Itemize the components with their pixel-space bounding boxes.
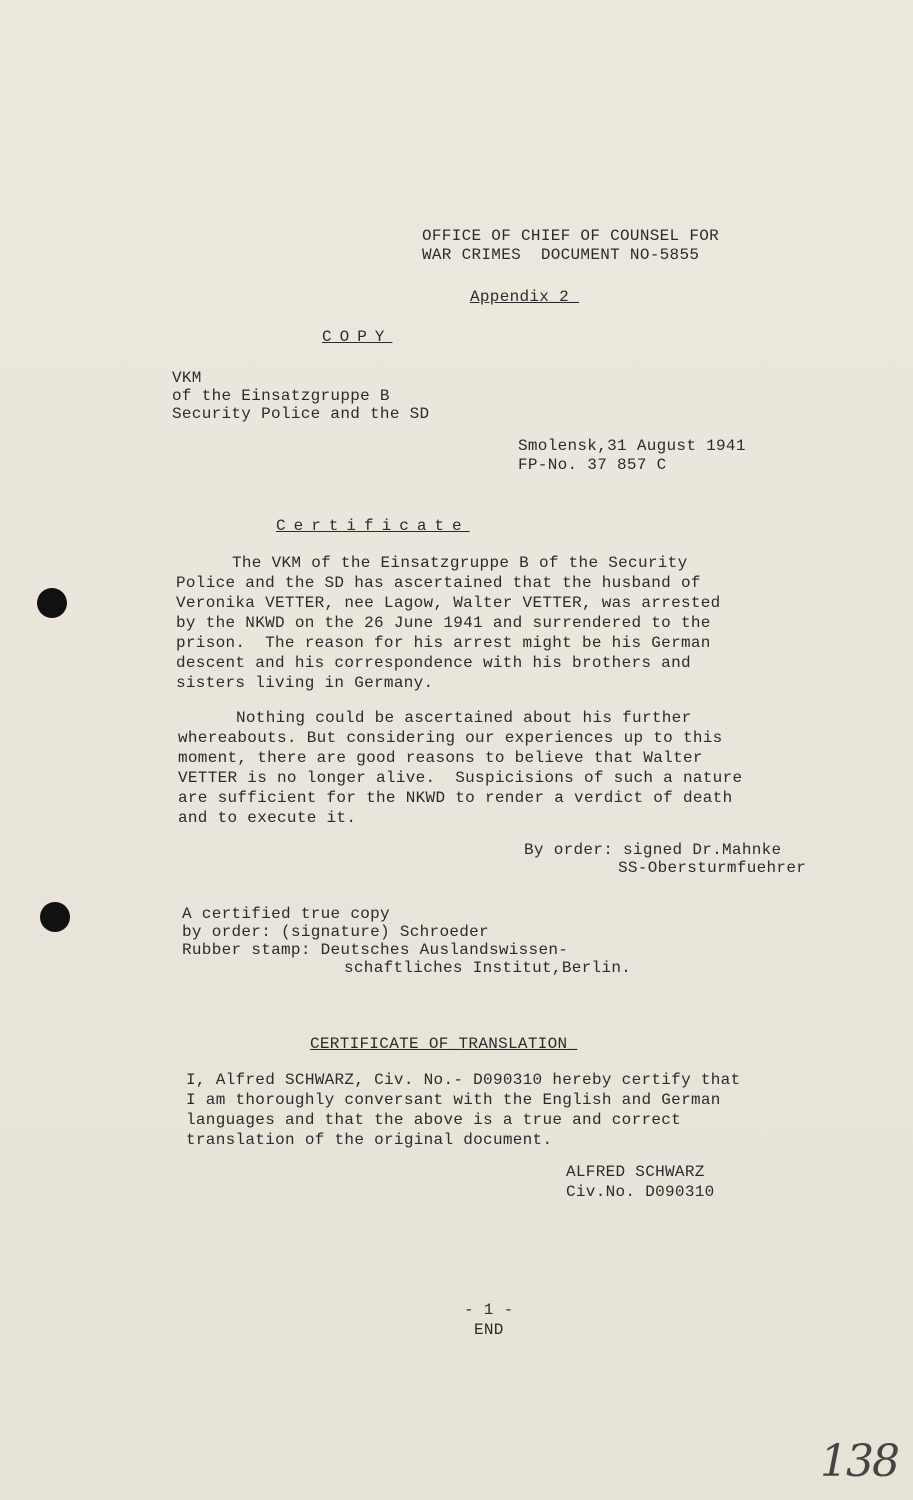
sender-line-3: Security Police and the SD: [172, 405, 430, 423]
page-number: - 1 -: [464, 1301, 514, 1319]
copy-label: COPY: [322, 328, 393, 346]
end-label: END: [474, 1321, 504, 1339]
translation-line-2: I am thoroughly conversant with the English and German: [186, 1091, 721, 1109]
translation-line-1: I, Alfred SCHWARZ, Civ. No.- D090310 hereby certify that: [186, 1071, 741, 1089]
translator-civ-number: Civ.No. D090310: [566, 1183, 715, 1201]
appendix-label: Appendix_2_: [470, 288, 579, 306]
office-line-1: OFFICE OF CHIEF OF COUNSEL FOR: [422, 227, 720, 245]
translator-name: ALFRED SCHWARZ: [566, 1163, 705, 1181]
place-date-line: Smolensk,31 August 1941: [518, 437, 746, 455]
signed-rank-line: SS-Obersturmfuehrer: [618, 859, 807, 877]
sender-line-1: VKM: [172, 369, 202, 387]
fp-number-line: FP-No. 37 857 C: [518, 456, 667, 474]
para1-line-7: sisters living in Germany.: [176, 674, 434, 692]
true-copy-line-3: Rubber stamp: Deutsches Auslandswissen-: [182, 941, 569, 959]
punch-hole-bottom: [40, 902, 70, 932]
office-line-2: WAR CRIMES DOCUMENT NO-5855: [422, 246, 700, 264]
translation-title: CERTIFICATE OF_TRANSLATION_: [310, 1035, 578, 1053]
signed-by-line: By order: signed Dr.Mahnke: [524, 841, 782, 859]
certificate-title: Certificate: [276, 517, 470, 535]
translation-line-3: languages and that the above is a true and correct: [186, 1111, 682, 1129]
para2-line-2: whereabouts. But considering our experiences up to this: [178, 729, 723, 747]
para2-line-5: are sufficient for the NKWD to render a verdict of death: [178, 789, 733, 807]
true-copy-line-1: A certified true copy: [182, 905, 390, 923]
para2-line-4: VETTER is no longer alive. Suspicisions of such a nature: [178, 769, 743, 787]
para1-line-6: descent and his correspondence with his brothers and: [176, 654, 691, 672]
true-copy-line-2: by order: (signature) Schroeder: [182, 923, 489, 941]
para2-line-1: Nothing could be ascertained about his further: [236, 709, 692, 727]
true-copy-line-4: schaftliches Institut,Berlin.: [344, 959, 632, 977]
para2-line-3: moment, there are good reasons to believe that Walter: [178, 749, 703, 767]
para1-line-4: by the NKWD on the 26 June 1941 and surrendered to the: [176, 614, 711, 632]
para2-line-6: and to execute it.: [178, 809, 357, 827]
punch-hole-top: [37, 588, 67, 618]
translation-line-4: translation of the original document.: [186, 1131, 553, 1149]
para1-line-1: The VKM of the Einsatzgruppe B of the Security: [232, 554, 688, 572]
sender-line-2: of the Einsatzgruppe B: [172, 387, 390, 405]
handwritten-page-number: 138: [820, 1436, 898, 1487]
para1-line-3: Veronika VETTER, nee Lagow, Walter VETTER, was arrested: [176, 594, 721, 612]
para1-line-5: prison. The reason for his arrest might be his German: [176, 634, 711, 652]
para1-line-2: Police and the SD has ascertained that the husband of: [176, 574, 701, 592]
